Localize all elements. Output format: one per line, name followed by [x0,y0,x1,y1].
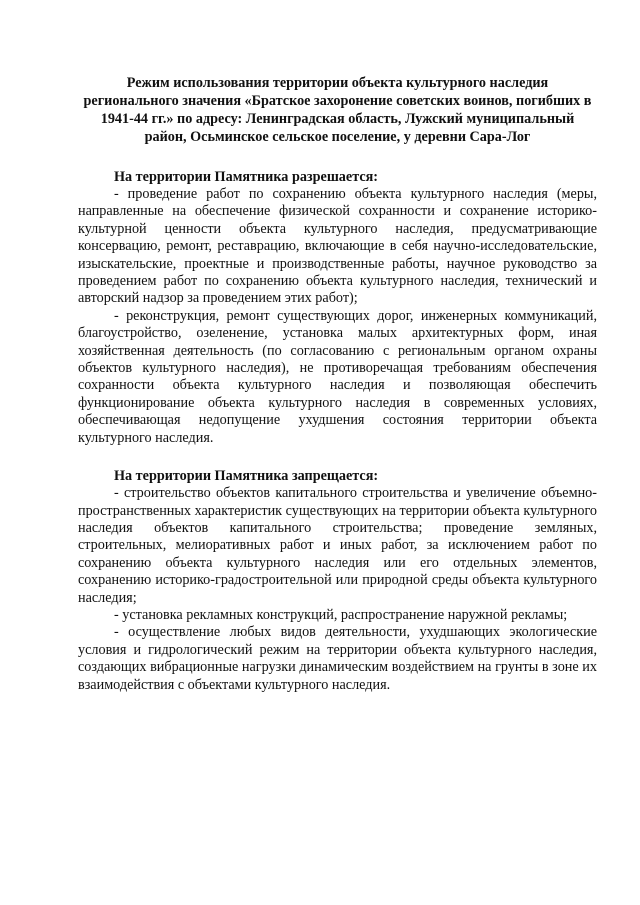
permitted-item-preservation: - проведение работ по сохранению объекта культурного наследия (меры, направленные на обеспечение физической сохранности и сохранение историко-культурной ценности объекта культурного наследия, предусматривающие консервацию, ремонт, реставрацию, включающие в себя научно-исследовательские, изыскательские, проектные и производственные работы, научное руководство за проведением работ по сохранению объекта культурного наследия, технический и авторский надзор за проведением этих работ); [78,186,597,307]
prohibited-item-construction: - строительство объектов капитального строительства и увеличение объемно-пространственных характеристик существующих на территории объекта культурного наследия объектов капитального строительства; проведение земляных, строительных, мелиоративных работ и иных работ, за исключением работ по сохранению объекта культурного наследия или его отдельных элементов, сохранению историко-градостроительной или природной среды объекта культурного наследия; [78,485,597,606]
prohibited-item-activities: - осуществление любых видов деятельности, ухудшающих экологические условия и гидрологический режим на территории объекта культурного наследия, создающих вибрационные нагрузки динамическим воздействием на грунты в зоне их взаимодействия с объектами культурного наследия. [78,624,597,693]
spacer [78,146,597,168]
document-title: Режим использования территории объекта культурного наследия регионального значения «Братское захоронение советских воинов, погибших в 1941-44 гг.» по адресу: Ленинградская область, Лужский муниципальный район, Осьминское сельское поселение, у деревни Сара-Лог [83,75,592,145]
prohibited-heading: На территории Памятника запрещается: [114,468,379,485]
permitted-item-reconstruction: - реконструкция, ремонт существующих дорог, инженерных коммуникаций, благоустройство, озеленение, установка малых архитектурных форм, иная хозяйственная деятельность (по согласованию с региональным органом охраны объектов культурного наследия), не противоречащая требованиям обеспечения сохранности объекта культурного наследия и позволяющая обеспечить функционирование объекта культурного наследия в современных условиях, обеспечивающая недопущение ухудшения состояния территории объекта культурного наследия. [78,307,597,446]
document-page [78,74,597,694]
prohibited-item-advertising: - установка рекламных конструкций, распространение наружной рекламы; [114,606,568,623]
spacer [78,447,597,467]
permitted-heading: На территории Памятника разрешается: [114,169,379,185]
